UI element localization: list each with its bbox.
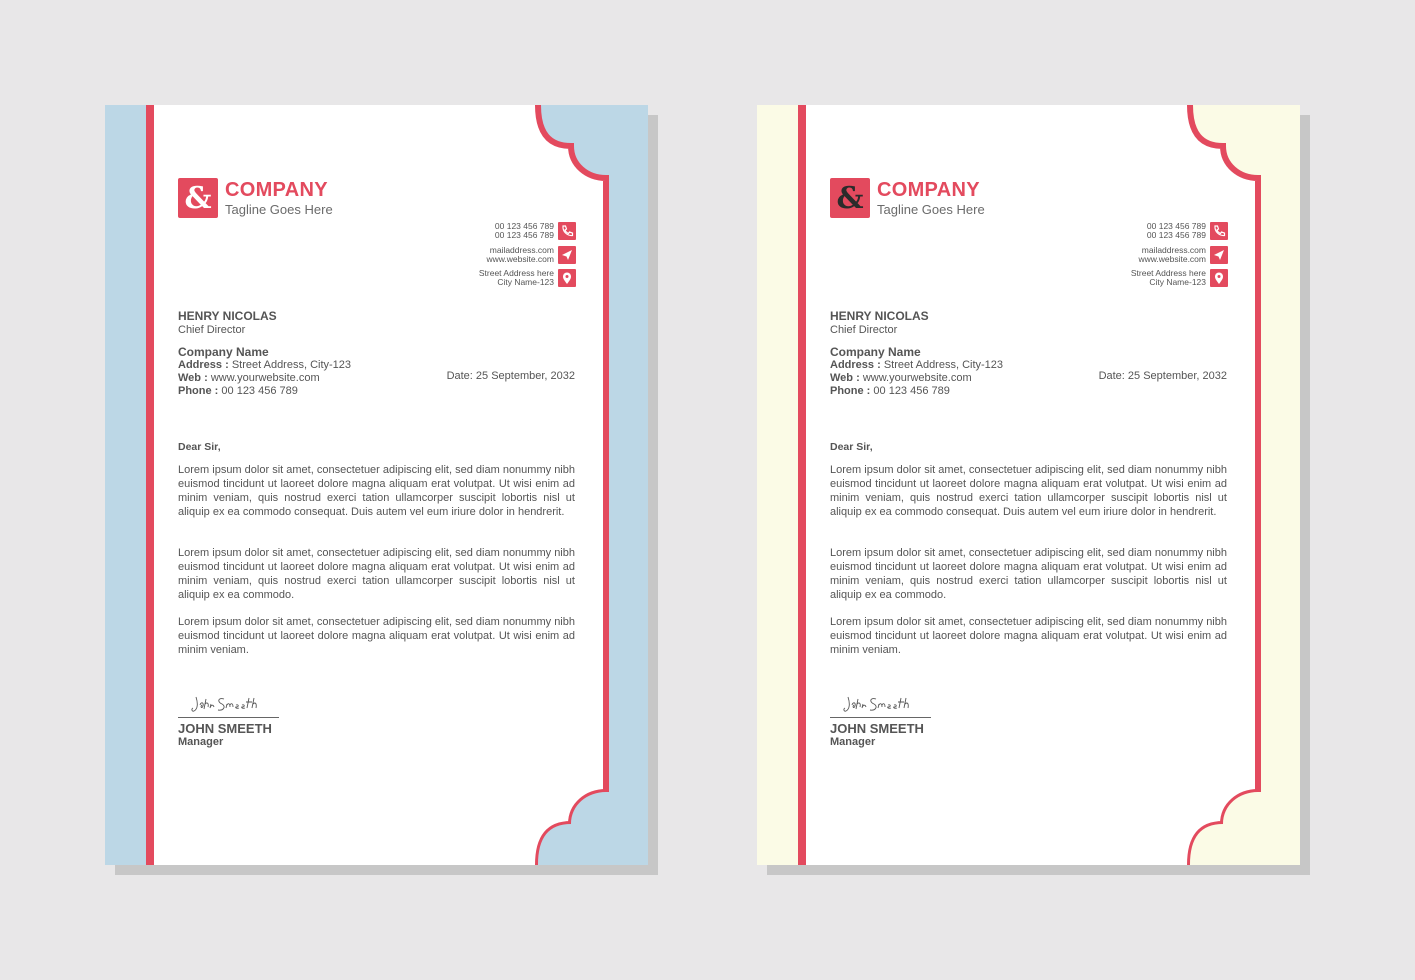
- ampersand-logo-icon: [178, 178, 218, 218]
- phone-line: [178, 385, 298, 397]
- letter-date: Date: 25 September, 2032: [1098, 370, 1227, 382]
- contact-line: mailaddress.com: [1141, 245, 1206, 255]
- body-paragraph: Lorem ipsum dolor sit amet, consectetuer adipiscing elit, sed diam nonummy nibh euismod tincidunt ut laoreet dolore magna aliquam erat volutpat. Ut wisi enim ad minim veniam, quis nostrud exerci tation ullamcorper suscipit lobortis nisl ut aliquip ex ea commodo.: [830, 547, 1227, 602]
- contact-phone: [1048, 222, 1228, 240]
- contact-line: 00 123 456 789: [1146, 230, 1206, 240]
- web-value: www.yourwebsite.com: [210, 372, 320, 384]
- left-accent-stripe: [146, 105, 154, 865]
- contact-address: [396, 269, 576, 287]
- company-tagline: Tagline Goes Here: [877, 202, 985, 217]
- letterhead-sheet: [757, 105, 1300, 865]
- contact-address: [1048, 269, 1228, 287]
- company-logo: [178, 178, 218, 218]
- left-panel: [105, 105, 146, 865]
- right-panel-bottom: [538, 792, 648, 865]
- phone-value: 00 123 456 789: [221, 385, 298, 397]
- letter-date: Date: 25 September, 2032: [446, 370, 575, 382]
- address-label: Address :: [830, 359, 881, 371]
- phone-label: Phone :: [178, 385, 219, 397]
- contact-line: Street Address here: [1130, 268, 1206, 278]
- web-label: Web :: [178, 372, 208, 384]
- location-pin-icon: [558, 269, 576, 287]
- signer-name: JOHN SMEETH: [178, 721, 272, 736]
- svg-text:&: &: [184, 181, 212, 216]
- company-tagline: Tagline Goes Here: [225, 202, 333, 217]
- location-pin-icon: [1210, 269, 1228, 287]
- ampersand-logo-icon: [830, 178, 870, 218]
- contact-line: mailaddress.com: [489, 245, 554, 255]
- company-logo: [830, 178, 870, 218]
- recipient-company: Company Name: [178, 345, 269, 359]
- contact-line: City Name-123: [1149, 277, 1206, 287]
- handwritten-signature: [190, 693, 270, 715]
- left-accent-stripe: [798, 105, 806, 865]
- contact-line: Street Address here: [478, 268, 554, 278]
- send-icon: [558, 246, 576, 264]
- company-title: COMPANY: [877, 179, 980, 201]
- contact-line: www.website.com: [1138, 254, 1206, 264]
- web-value: www.yourwebsite.com: [862, 372, 972, 384]
- contact-email: [1048, 246, 1228, 264]
- contact-line: www.website.com: [486, 254, 554, 264]
- body-paragraph: Lorem ipsum dolor sit amet, consectetuer adipiscing elit, sed diam nonummy nibh euismod tincidunt ut laoreet dolore magna aliquam erat volutpat. Ut wisi enim ad minim veniam.: [178, 616, 575, 657]
- address-value: Street Address, City-123: [231, 359, 352, 371]
- contact-phone: [396, 222, 576, 240]
- signature-line: [178, 717, 279, 718]
- handwritten-signature: [842, 693, 922, 715]
- body-paragraph: Lorem ipsum dolor sit amet, consectetuer adipiscing elit, sed diam nonummy nibh euismod tincidunt ut laoreet dolore magna aliquam erat volutpat. Ut wisi enim ad minim veniam, quis nostrud exerci tation ullamcorper suscipit lobortis nisl ut aliquip ex ea commodo.: [178, 547, 575, 602]
- contact-email: [396, 246, 576, 264]
- send-icon: [1210, 246, 1228, 264]
- letterhead-cream: [757, 105, 1310, 875]
- contact-line: 00 123 456 789: [494, 230, 554, 240]
- web-line: [830, 372, 972, 384]
- signer-title: Manager: [178, 736, 224, 748]
- right-panel-bottom: [1190, 792, 1300, 865]
- address-line: [178, 359, 351, 371]
- recipient-name: HENRY NICOLAS: [178, 309, 277, 323]
- web-line: [178, 372, 320, 384]
- greeting: Dear Sir,: [830, 441, 873, 453]
- company-title: COMPANY: [225, 179, 328, 201]
- signer-title: Manager: [830, 736, 876, 748]
- contact-line: 00 123 456 789: [1146, 221, 1206, 231]
- letterhead-blue: [105, 105, 658, 875]
- phone-line: [830, 385, 950, 397]
- phone-icon: [558, 222, 576, 240]
- address-label: Address :: [178, 359, 229, 371]
- body-paragraph: Lorem ipsum dolor sit amet, consectetuer adipiscing elit, sed diam nonummy nibh euismod tincidunt ut laoreet dolore magna aliquam erat volutpat. Ut wisi enim ad minim veniam, quis nostrud exerci tation ullamcorper suscipit lobortis nisl ut aliquip ex ea commodo consequat. Duis autem vel eum iriure dolor in hendrerit.: [830, 464, 1227, 519]
- recipient-role: Chief Director: [178, 324, 246, 336]
- svg-text:&: &: [836, 181, 864, 216]
- web-label: Web :: [830, 372, 860, 384]
- phone-icon: [1210, 222, 1228, 240]
- contact-line: City Name-123: [497, 277, 554, 287]
- recipient-company: Company Name: [830, 345, 921, 359]
- phone-value: 00 123 456 789: [873, 385, 950, 397]
- contact-line: 00 123 456 789: [494, 221, 554, 231]
- recipient-role: Chief Director: [830, 324, 898, 336]
- body-paragraph: Lorem ipsum dolor sit amet, consectetuer adipiscing elit, sed diam nonummy nibh euismod tincidunt ut laoreet dolore magna aliquam erat volutpat. Ut wisi enim ad minim veniam, quis nostrud exerci tation ullamcorper suscipit lobortis nisl ut aliquip ex ea commodo consequat. Duis autem vel eum iriure dolor in hendrerit.: [178, 464, 575, 519]
- recipient-name: HENRY NICOLAS: [830, 309, 929, 323]
- signature-line: [830, 717, 931, 718]
- body-paragraph: Lorem ipsum dolor sit amet, consectetuer adipiscing elit, sed diam nonummy nibh euismod tincidunt ut laoreet dolore magna aliquam erat volutpat. Ut wisi enim ad minim veniam.: [830, 616, 1227, 657]
- address-value: Street Address, City-123: [883, 359, 1004, 371]
- signer-name: JOHN SMEETH: [830, 721, 924, 736]
- greeting: Dear Sir,: [178, 441, 221, 453]
- letterhead-sheet: [105, 105, 648, 865]
- left-panel: [757, 105, 798, 865]
- phone-label: Phone :: [830, 385, 871, 397]
- address-line: [830, 359, 1003, 371]
